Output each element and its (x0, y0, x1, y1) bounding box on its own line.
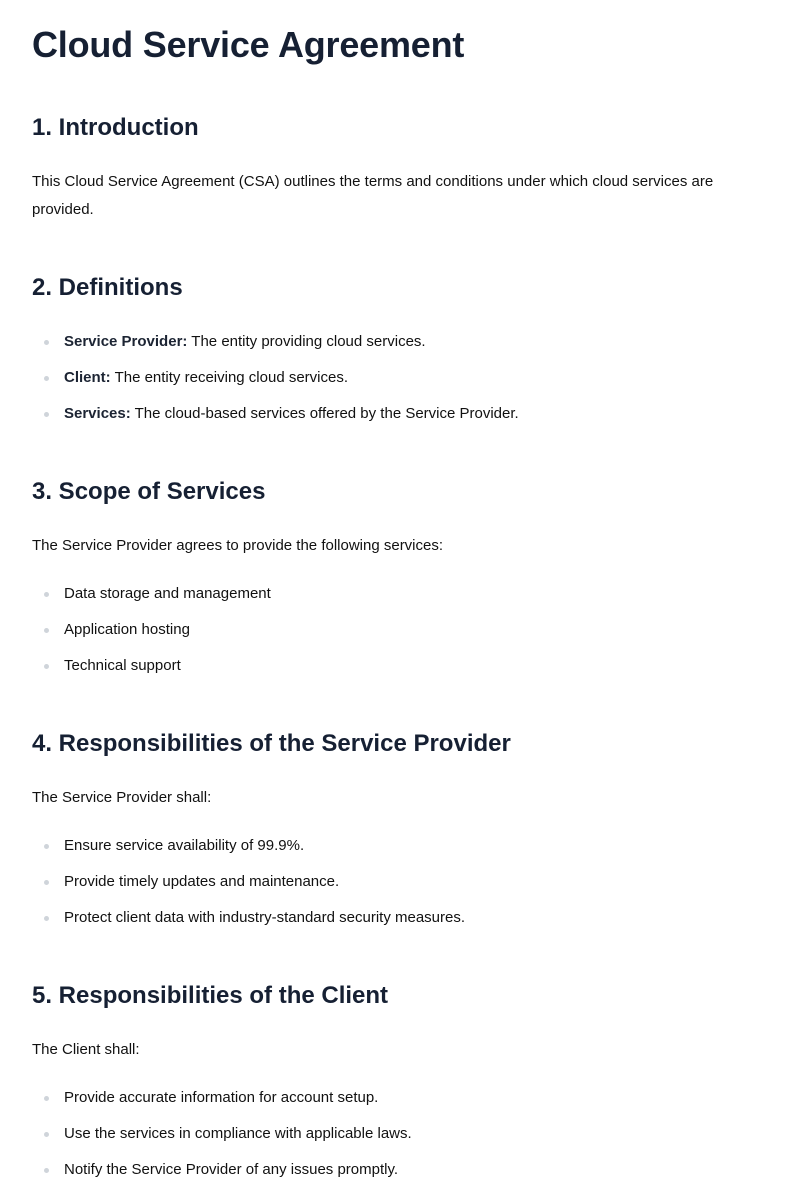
list-item (32, 620, 768, 656)
list-item (32, 1124, 768, 1160)
bullet-icon (44, 1168, 49, 1173)
bullet-icon (44, 1132, 49, 1137)
definitions-list (32, 332, 768, 440)
definition-term: Services: (64, 405, 131, 422)
scope-list (32, 584, 768, 692)
list-item-text: Application hosting (64, 621, 190, 638)
list-item-text: Provide timely updates and maintenance. (64, 873, 340, 890)
list-item (32, 656, 768, 692)
definition-term: Client: (64, 369, 111, 386)
bullet-icon (44, 664, 49, 669)
section-heading-scope-of-services: 3. Scope of Services (32, 478, 266, 505)
client-responsibilities-list (32, 1088, 768, 1196)
list-item-text: Protect client data with industry-standard security measures. (64, 909, 466, 926)
definition-item (32, 404, 768, 440)
definition-text: The entity receiving cloud services. (110, 369, 349, 386)
bullet-icon (44, 1096, 49, 1101)
bullet-icon (44, 880, 49, 885)
bullet-icon (44, 340, 49, 345)
bullet-icon (44, 412, 49, 417)
bullet-icon (44, 844, 49, 849)
definition-text: The cloud-based services offered by the Service Provider. (130, 405, 519, 422)
list-item-text: Ensure service availability of 99.9%. (64, 837, 305, 854)
list-item (32, 908, 768, 944)
list-item (32, 836, 768, 872)
list-item (32, 1160, 768, 1196)
definition-item (32, 332, 768, 368)
scope-paragraph: The Service Provider agrees to provide the following services: (32, 537, 444, 554)
section-heading-provider-responsibilities: 4. Responsibilities of the Service Provider (32, 730, 511, 757)
client-responsibilities-paragraph: The Client shall: (32, 1041, 140, 1058)
list-item-text: Technical support (64, 657, 181, 674)
definition-term: Service Provider: (64, 333, 188, 350)
definition-item (32, 368, 768, 404)
list-item-text: Data storage and management (64, 585, 271, 602)
section-heading-definitions: 2. Definitions (32, 274, 183, 301)
bullet-icon (44, 376, 49, 381)
list-item-text: Use the services in compliance with applicable laws. (64, 1125, 412, 1142)
section-heading-client-responsibilities: 5. Responsibilities of the Client (32, 982, 389, 1009)
list-item (32, 872, 768, 908)
definition-text: The entity providing cloud services. (187, 333, 426, 350)
provider-responsibilities-paragraph: The Service Provider shall: (32, 789, 212, 806)
bullet-icon (44, 592, 49, 597)
provider-responsibilities-list (32, 836, 768, 944)
document-title: Cloud Service Agreement (32, 24, 465, 65)
bullet-icon (44, 628, 49, 633)
list-item-text: Notify the Service Provider of any issues promptly. (64, 1161, 399, 1178)
introduction-paragraph: This Cloud Service Agreement (CSA) outlines the terms and conditions under which cloud services are provided. (32, 173, 714, 218)
bullet-icon (44, 916, 49, 921)
list-item (32, 584, 768, 620)
section-heading-introduction: 1. Introduction (32, 114, 199, 141)
list-item-text: Provide accurate information for account setup. (64, 1089, 379, 1106)
list-item (32, 1088, 768, 1124)
